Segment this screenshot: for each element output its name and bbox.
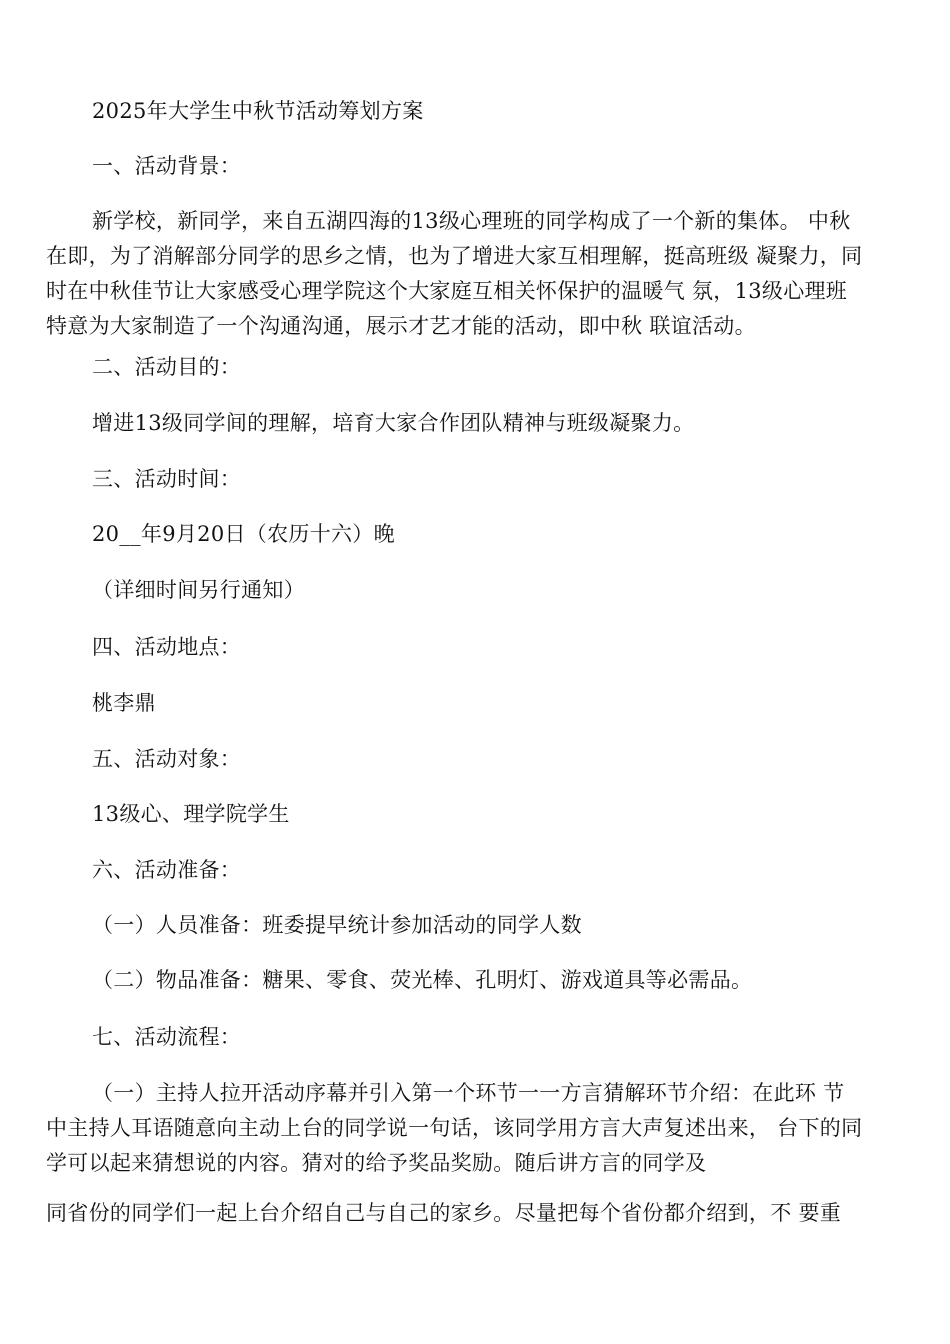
section-body-location: 桃李鼎: [92, 691, 156, 715]
paragraph-line: 时在中秋佳节让大家感受心理学院这个大家庭互相关怀保护的温暖气 氛，13级心理班: [46, 279, 848, 303]
section-heading-time: 三、活动时间：: [92, 467, 242, 491]
paragraph-continued: 同省份的同学们一起上台介绍自己与自己的家乡。尽量把每个省份都介绍到，不 要重: [46, 1201, 842, 1225]
section-heading-process: 七、活动流程：: [92, 1025, 242, 1049]
paragraph-line: 在即，为了消解部分同学的思乡之情，也为了增进大家互相理解，挺高班级 凝聚力，同: [46, 244, 863, 268]
section-note-time: （详细时间另行通知）: [92, 578, 305, 602]
section-body-time: 20__年9月20日（农历十六）晚: [92, 522, 395, 546]
paragraph-line: 特意为大家制造了一个沟通沟通，展示才艺才能的活动，即中秋 联谊活动。: [46, 314, 756, 338]
section-heading-purpose: 二、活动目的：: [92, 355, 242, 379]
section-body-audience: 13级心、理学院学生: [92, 802, 290, 826]
preparation-item-supplies: （二）物品准备：糖果、零食、荧光棒、孔明灯、游戏道具等必需品。: [92, 968, 753, 992]
section-body-process: [46, 1079, 912, 1177]
paragraph-line: 学可以起来猜想说的内容。猜对的给予奖品奖励。随后讲方言的同学及: [46, 1151, 707, 1175]
section-heading-preparation: 六、活动准备：: [92, 858, 242, 882]
preparation-item-personnel: （一）人员准备：班委提早统计参加活动的同学人数: [92, 913, 582, 937]
section-heading-location: 四、活动地点：: [92, 635, 242, 659]
paragraph-line: 中主持人耳语随意向主动上台的同学说一句话，该同学用方言大声复述出来， 台下的同: [46, 1116, 863, 1140]
paragraph-line: 新学校，新同学，来自五湖四海的13级心理班的同学构成了一个新的集体。 中秋: [92, 209, 851, 233]
section-body-purpose: 增进13级同学间的理解，培育大家合作团队精神与班级凝聚力。: [92, 411, 695, 435]
section-heading-background: 一、活动背景：: [92, 154, 242, 178]
section-heading-audience: 五、活动对象：: [92, 747, 242, 771]
section-body-background: [46, 207, 912, 340]
paragraph-line: （一）主持人拉开活动序幕并引入第一个环节一一方言猜解环节介绍：在此环 节: [92, 1081, 845, 1105]
document-title: 2025年大学生中秋节活动筹划方案: [92, 99, 424, 123]
